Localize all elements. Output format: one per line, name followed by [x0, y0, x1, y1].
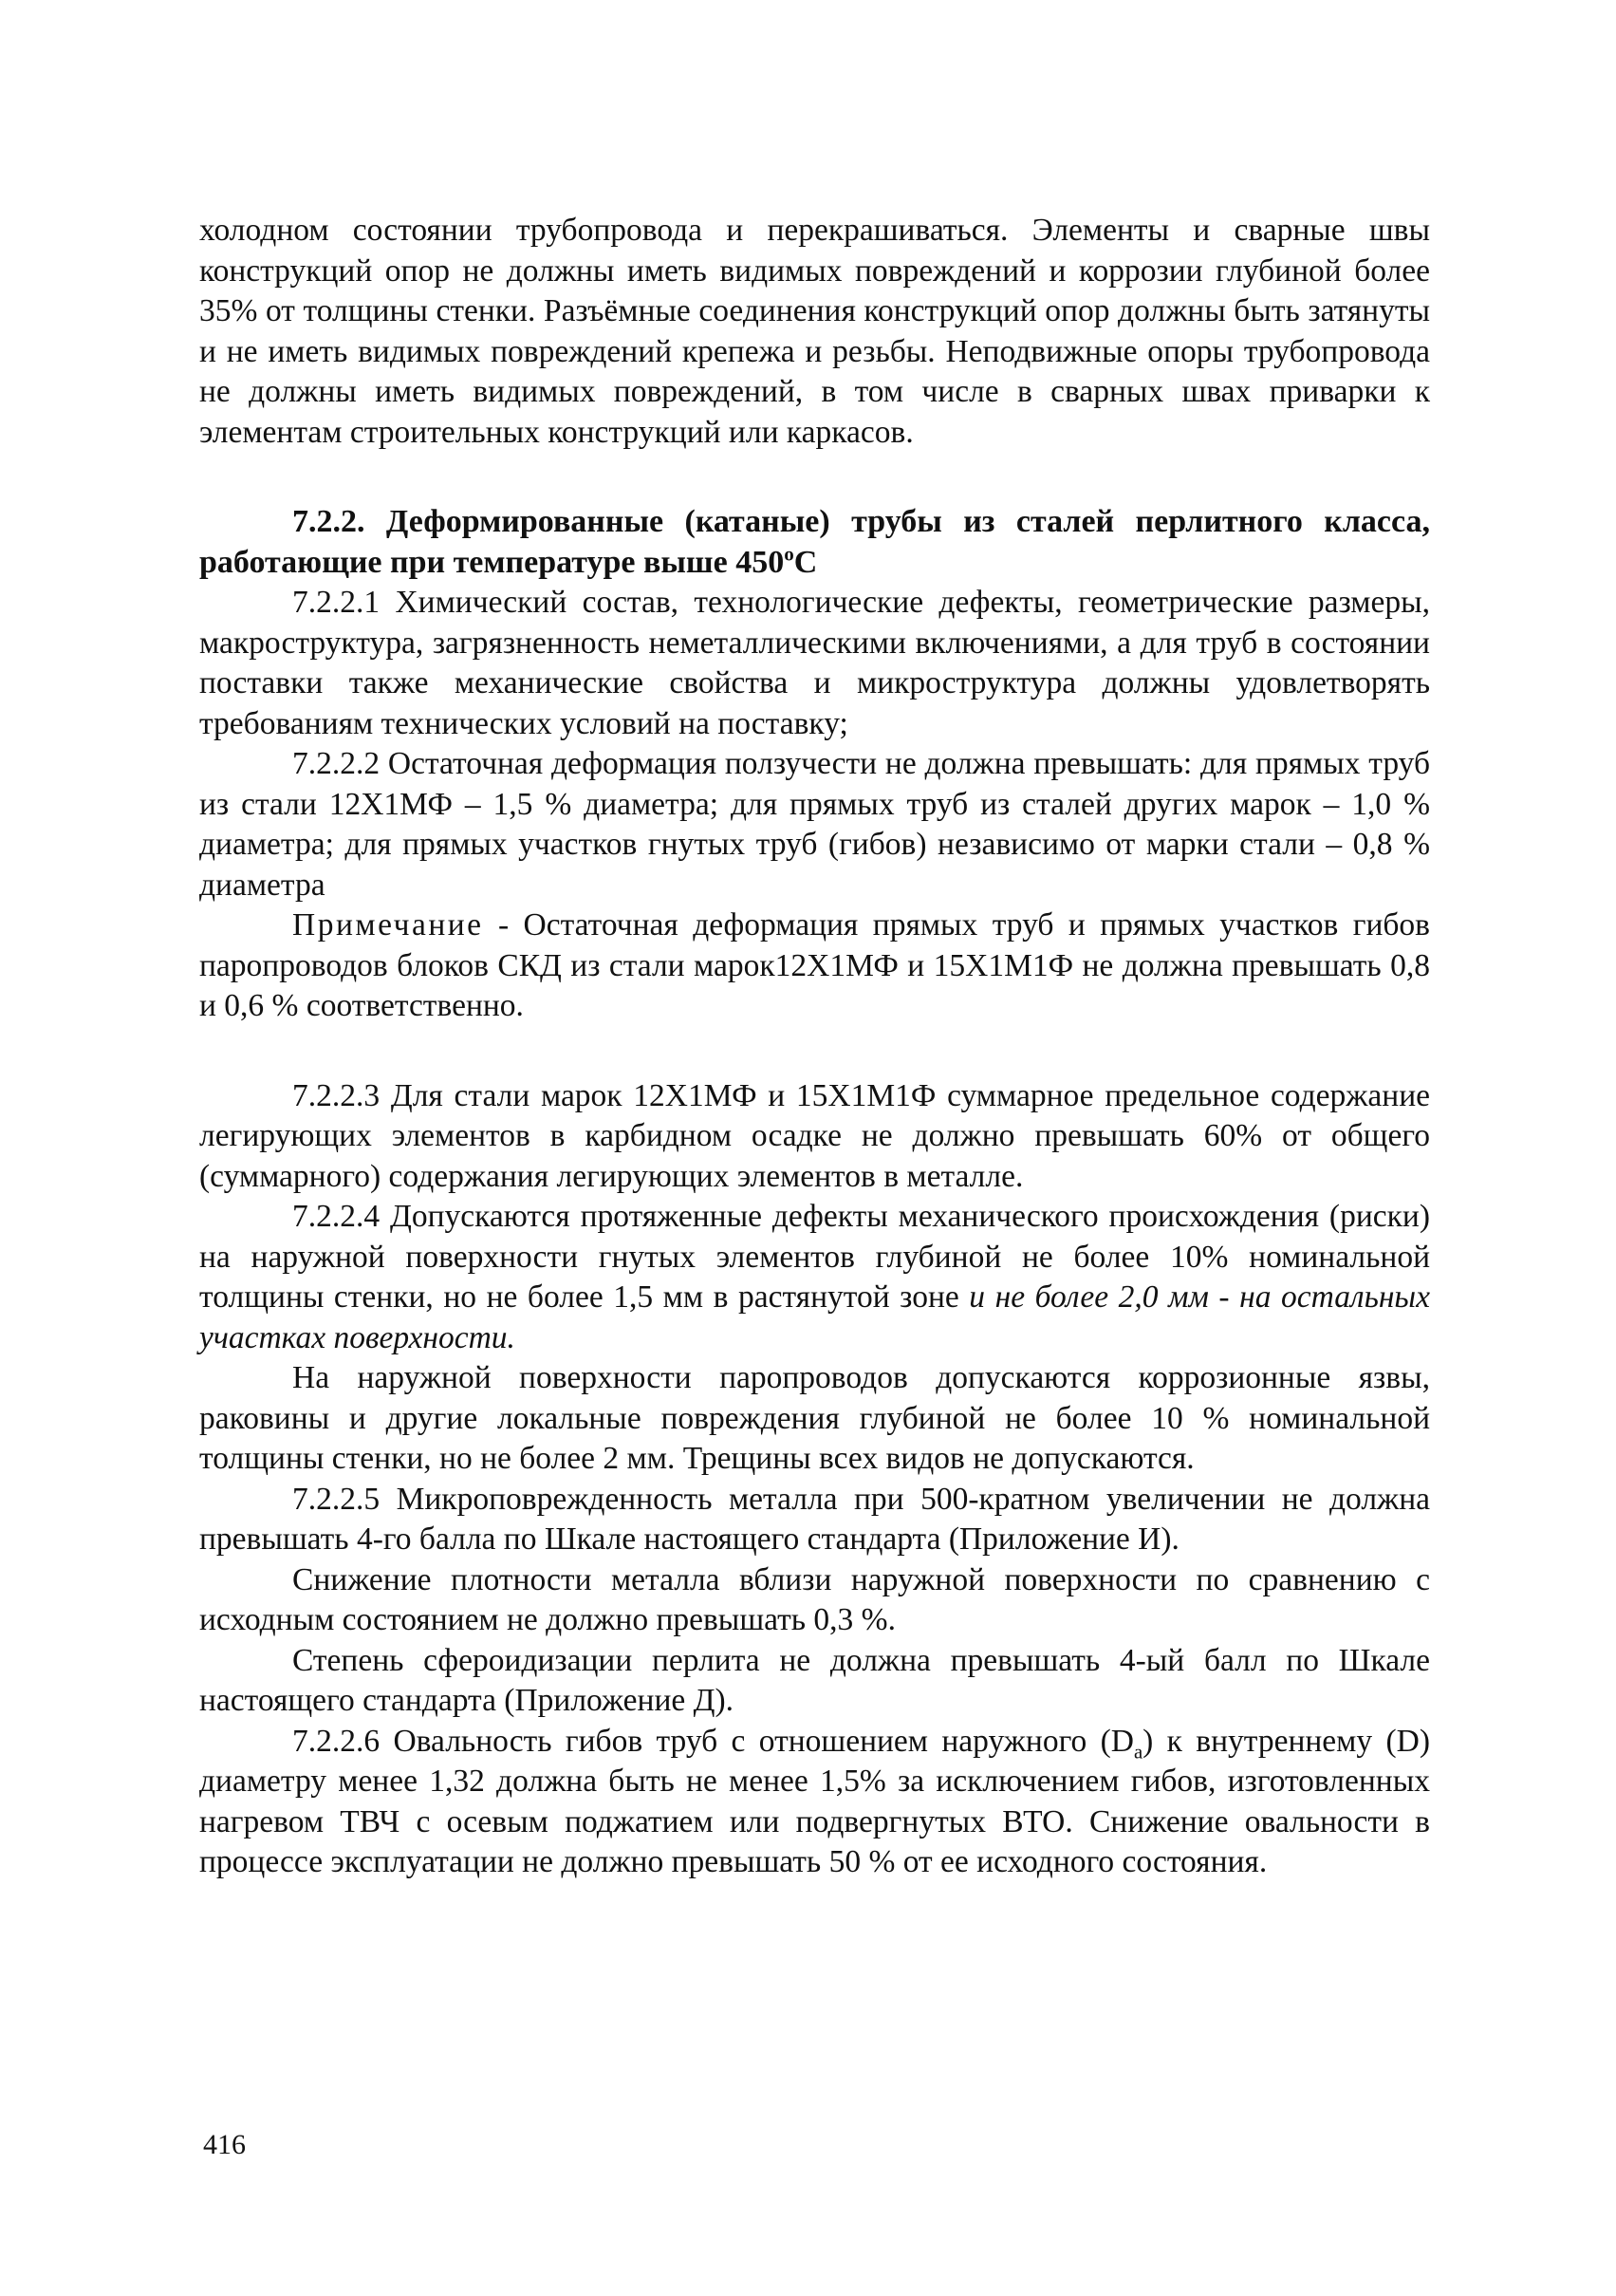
note-label: Примечание [292, 907, 484, 943]
note-text: - Остаточная деформация прямых труб и прямых участков гибов паропроводов блоков СКД из стали марок12Х1МФ и 15Х1М1Ф не должна превышать 0,8 и 0,6 % соответственно. [199, 907, 1430, 1023]
degree-sign: о [784, 542, 794, 566]
item-7-2-2-6-text-b: ) к внутреннему (D) диаметру менее 1,32 должна быть не менее 1,5% за исключением гибов, изготовленных нагревом ТВЧ с осевым поджатием или подвергнутых ВТО. Снижение овальности в процессе эксплуатации не должно превышать 50 % от ее исходного состояния. [199, 1723, 1430, 1879]
note-paragraph [199, 905, 1430, 1027]
item-7-2-2-4-text: 7.2.2.4 Допускаются протяженные дефекты механического происхождения (риски) на наружной поверхности гнутых элементов глубиной не более 10% номинальной толщины стенки, но не более 1,5 мм в растянутой зоне [199, 1199, 1430, 1315]
item-7-2-2-4 [199, 1197, 1430, 1358]
item-7-2-2-4-italic: и не более 2,0 мм - на остальных участках поверхности. [199, 1279, 1430, 1355]
section-heading-text: 7.2.2. Деформированные (катаные) трубы из сталей перлитного класса, работающие при температуре выше 450 [199, 504, 1430, 580]
section-heading [199, 502, 1430, 583]
item-7-2-2-5: 7.2.2.5 Микроповрежденность металла при 500-кратном увеличении не должна превышать 4-го балла по Шкале настоящего стандарта (Приложение И). [199, 1481, 1430, 1557]
surface-defects-paragraph: На наружной поверхности паропроводов допускаются коррозионные язвы, раковины и другие локальные повреждения глубиной не более 10 % номинальной толщины стенки, но не более 2 мм. Трещины всех видов не допускаются. [199, 1360, 1430, 1476]
continuation-block [199, 211, 1430, 1883]
section-heading-unit: С [793, 544, 818, 580]
item-7-2-2-3: 7.2.2.3 Для стали марок 12Х1МФ и 15Х1М1Ф суммарное предельное содержание легирующих элементов в карбидном осадке не должно превышать 60% от общего (суммарного) содержания легирующих элементов в металле. [199, 1077, 1430, 1194]
item-7-2-2-1: 7.2.2.1 Химический состав, технологические дефекты, геометрические размеры, макроструктура, загрязненность неметаллическими включениями, а для труб в состоянии поставки также механические свойства и микроструктура должны удовлетворять требованиям технических условий на поставку; [199, 585, 1430, 741]
subscript-a: а [1133, 1741, 1143, 1764]
page-number: 416 [203, 2129, 246, 2160]
density-paragraph: Снижение плотности металла вблизи наружной поверхности по сравнению с исходным состоянием не должно превышать 0,3 %. [199, 1561, 1430, 1637]
item-7-2-2-2: 7.2.2.2 Остаточная деформация ползучести не должна превышать: для прямых труб из стали 12Х1МФ – 1,5 % диаметра; для прямых труб из сталей других марок – 1,0 % диаметра; для прямых участков гнутых труб (гибов) независимо от марки стали – 0,8 % диаметра [199, 746, 1430, 903]
spheroidization-paragraph: Степень сфероидизации перлита не должна превышать 4-ый балл по Шкале настоящего стандарта (Приложение Д). [199, 1642, 1430, 1718]
item-7-2-2-6 [199, 1722, 1430, 1883]
continuation-paragraph: холодном состоянии трубопровода и перекрашиваться. Элементы и сварные швы конструкций опор не должны иметь видимых повреждений и коррозии глубиной более 35% от толщины стенки. Разъёмные соединения конструкций опор должны быть затянуты и не иметь видимых повреждений крепежа и резьбы. Неподвижные опоры трубопровода не должны иметь видимых повреждений, в том числе в сварных швах приварки к элементам строительных конструкций или каркасов. [199, 213, 1430, 450]
item-7-2-2-6-text-a: 7.2.2.6 Овальность гибов труб с отношением наружного (D [292, 1723, 1134, 1759]
